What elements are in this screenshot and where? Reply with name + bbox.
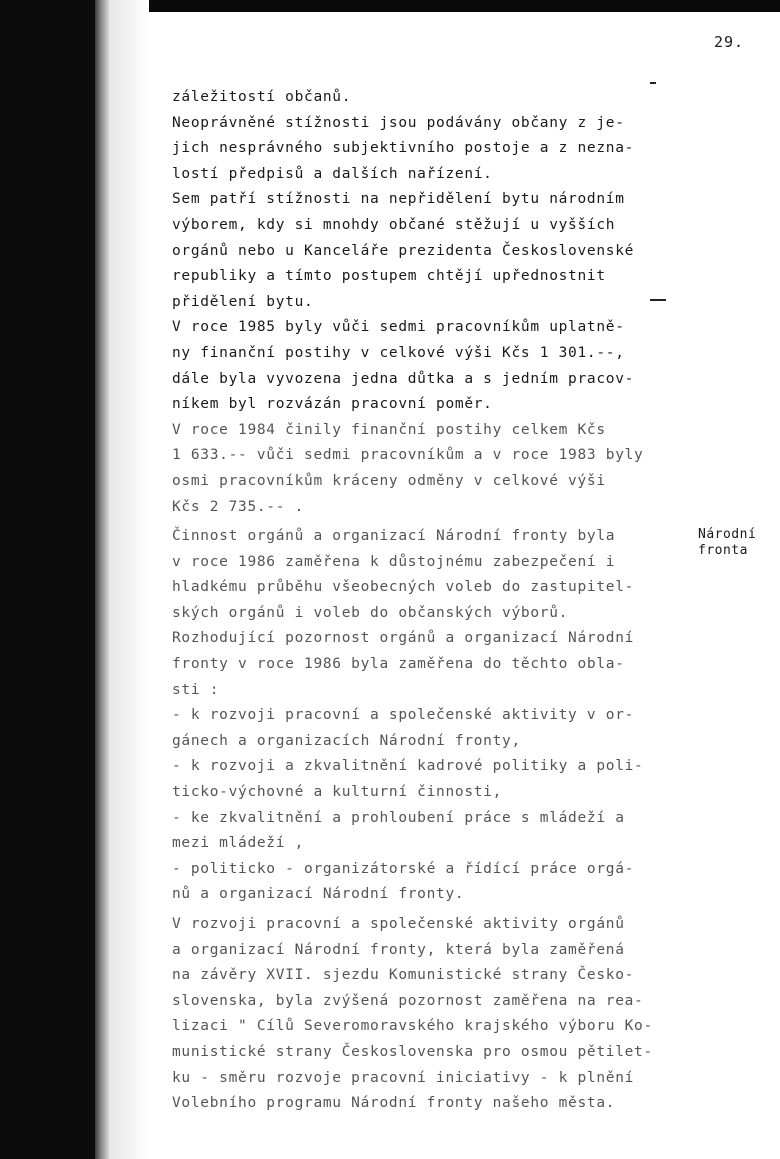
text-line: Činnost orgánů a organizací Národní fronty byla bbox=[172, 528, 616, 544]
list-item: - k rozvoji pracovní a společenské aktivity v or- bbox=[172, 707, 635, 724]
text-line: V roce 1984 činily finanční postihy celkem Kčs bbox=[172, 421, 606, 438]
text-line: 1 633.-- vůči sedmi pracovníkům a v roce 1983 byly bbox=[172, 447, 644, 464]
text-line: V roce 1985 byly vůči sedmi pracovníkům uplatně- bbox=[172, 319, 625, 336]
text-line: výborem, kdy si mnohdy občané stěžují u vyšších bbox=[172, 216, 616, 233]
text-line: orgánů nebo u Kanceláře prezidenta Československé bbox=[172, 242, 635, 259]
list-item: - ke zkvalitnění a prohloubení práce s mládeží a bbox=[172, 809, 625, 826]
page-fold-shading bbox=[109, 0, 149, 1159]
page-fold-edge bbox=[95, 0, 109, 1159]
list-item: - k rozvoji a zkvalitnění kadrové politiky a poli- bbox=[172, 758, 644, 775]
scan-mark bbox=[650, 82, 656, 84]
text-line: záležitostí občanů. bbox=[172, 89, 352, 105]
text-line: lizaci " Cílů Severomoravského krajského výboru Ko- bbox=[172, 1018, 653, 1035]
paragraph-national-front bbox=[172, 524, 692, 908]
text-line: lostí předpisů a dalších nařízení. bbox=[172, 165, 493, 182]
text-line: slovenska, byla zvýšená pozornost zaměřena na rea- bbox=[172, 992, 644, 1009]
list-item-continuation: ticko-výchovné a kulturní činnosti, bbox=[172, 783, 503, 800]
text-line: fronty v roce 1986 byla zaměřena do těchto obla- bbox=[172, 655, 625, 672]
page-number: 29. bbox=[714, 33, 745, 51]
text-line: Sem patří stížnosti na nepřidělení bytu národním bbox=[172, 191, 625, 208]
text-line: munistické strany Československa pro osmou pětilet- bbox=[172, 1043, 653, 1060]
text-line: dále byla vyvozena jedna důtka a s jedním pracov- bbox=[172, 370, 635, 387]
text-line: osmi pracovníkům kráceny odměny v celkové výši bbox=[172, 472, 606, 489]
text-line: Neoprávněné stížnosti jsou podávány občany z je- bbox=[172, 114, 625, 131]
text-line: hladkému průběhu všeobecných voleb do zastupitel- bbox=[172, 579, 635, 596]
text-line: Rozhodující pozornost orgánů a organizací Národní bbox=[172, 630, 635, 647]
margin-note-narodni-fronta bbox=[698, 527, 756, 559]
paragraph-activity bbox=[172, 912, 692, 1117]
text-line: přidělení bytu. bbox=[172, 293, 314, 310]
margin-note-line: Národní bbox=[698, 527, 757, 542]
list-item: - politicko - organizátorské a řídící práce orgá- bbox=[172, 860, 635, 877]
text-line: Kčs 2 735.-- . bbox=[172, 498, 305, 515]
text-line: níkem byl rozvázán pracovní poměr. bbox=[172, 396, 493, 413]
paragraph-complaints bbox=[172, 85, 692, 520]
scan-binding-shadow bbox=[0, 0, 95, 1159]
text-line: ských orgánů i voleb do občanských výborů. bbox=[172, 604, 569, 621]
text-line: v roce 1986 zaměřena k důstojnému zabezpečení i bbox=[172, 553, 616, 570]
text-line: sti : bbox=[172, 681, 220, 698]
margin-note-line: fronta bbox=[698, 543, 748, 558]
text-line: republiky a tímto postupem chtějí upřednostnit bbox=[172, 268, 606, 285]
text-line: ny finanční postihy v celkové výši Kčs 1 301.--, bbox=[172, 344, 625, 361]
list-item-continuation: gánech a organizacích Národní fronty, bbox=[172, 732, 521, 749]
list-item-continuation: nů a organizací Národní fronty. bbox=[172, 886, 465, 903]
text-line: V rozvoji pracovní a společenské aktivity orgánů bbox=[172, 916, 625, 932]
text-line: a organizací Národní fronty, která byla zaměřená bbox=[172, 941, 625, 958]
text-line: jich nesprávného subjektivního postoje a z nezna- bbox=[172, 140, 635, 157]
text-line: ku - směru rozvoje pracovní iniciativy - k plnění bbox=[172, 1069, 635, 1086]
text-line: Volebního programu Národní fronty našeho města. bbox=[172, 1095, 616, 1112]
list-item-continuation: mezi mládeží , bbox=[172, 835, 305, 852]
text-line: na závěry XVII. sjezdu Komunistické strany Česko- bbox=[172, 967, 635, 984]
